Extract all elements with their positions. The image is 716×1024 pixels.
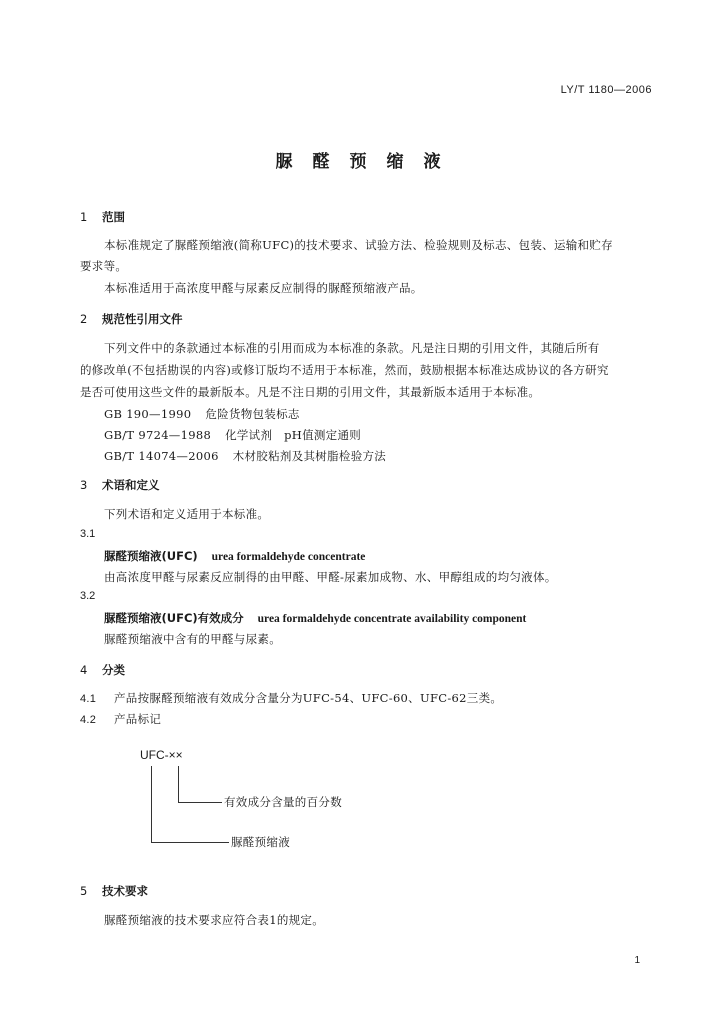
section-number: 3 [80,478,88,492]
section-number: 2 [80,312,88,326]
section-title: 术语和定义 [102,478,160,492]
section-title: 规范性引用文件 [102,312,183,326]
section-title: 技术要求 [102,884,148,898]
page-number: 1 [634,955,640,966]
clause-text: 产品按脲醛预缩液有效成分含量分为UFC-54、UFC-60、UFC-62三类。 [114,691,503,705]
clause-number: 4.2 [80,714,97,726]
section-2-heading [80,311,183,327]
reference-code: GB 190—1990 [104,407,192,421]
reference-item [104,448,386,464]
clause-4-2 [80,711,161,727]
document-title: 脲醛预缩液 [275,152,461,172]
s5-para: 脲醛预缩液的技术要求应符合表1的规定。 [104,913,325,927]
s3-intro: 下列术语和定义适用于本标准。 [104,507,270,521]
section-title: 分类 [102,663,125,677]
term-3-2 [104,610,526,626]
section-5-heading [80,883,148,899]
section-number: 1 [80,210,88,224]
reference-item [104,427,361,443]
section-title: 范围 [102,210,125,224]
reference-name: 化学试剂 pH值测定通则 [225,428,362,442]
section-4-heading [80,662,125,678]
term-en: urea formaldehyde concentrate [211,551,366,563]
bracket-line-outer-h [151,842,229,843]
term-en: urea formaldehyde concentrate availability component [257,613,527,625]
clause-number: 4.1 [80,693,97,705]
reference-item [104,406,300,422]
term-zh: 脲醛预缩液(UFC)有效成分 [104,611,244,625]
section-number: 5 [80,884,88,898]
term-3-1-definition: 由高浓度甲醛与尿素反应制得的由甲醛、甲醛-尿素加成物、水、甲醇组成的均匀液体。 [104,570,557,584]
clause-number-3-2: 3.2 [80,590,96,602]
section-3-heading [80,477,160,493]
s1-para1-line1: 本标准规定了脲醛预缩液(简称UFC)的技术要求、试验方法、检验规则及标志、包装、运输和贮存 [104,238,613,252]
bracket-line-outer [151,766,152,842]
reference-code: GB/T 9724—1988 [104,428,212,442]
section-1-heading [80,209,125,225]
bracket-line-inner-h [178,802,222,803]
s2-para-line1: 下列文件中的条款通过本标准的引用而成为本标准的条款。凡是注日期的引用文件，其随后所有 [104,341,600,355]
reference-name: 危险货物包装标志 [205,407,300,421]
term-3-1 [104,548,365,564]
s2-para-line3: 是否可使用这些文件的最新版本。凡是不注日期的引用文件，其最新版本适用于本标准。 [80,385,541,399]
s2-para-line2: 的修改单(不包括勘误的内容)或修订版均不适用于本标准，然而，鼓励根据本标准达成协议的各方研究 [80,363,609,377]
reference-name: 木材胶粘剂及其树脂检验方法 [232,449,387,463]
s1-para2: 本标准适用于高浓度甲醛与尿素反应制得的脲醛预缩液产品。 [104,281,423,295]
s1-para1-line2: 要求等。 [80,259,128,273]
clause-text: 产品标记 [114,712,162,726]
reference-code: GB/T 14074—2006 [104,449,219,463]
bracket-line-inner [178,766,179,802]
marking-label-content: 有效成分含量的百分数 [224,795,342,809]
term-zh: 脲醛预缩液(UFC) [104,549,198,563]
term-3-2-definition: 脲醛预缩液中含有的甲醛与尿素。 [104,632,281,646]
section-number: 4 [80,663,88,677]
standard-code: LY/T 1180—2006 [560,84,652,96]
marking-code: UFC-×× [140,748,183,762]
clause-number-3-1: 3.1 [80,528,96,540]
marking-label-name: 脲醛预缩液 [231,835,290,849]
clause-4-1 [80,690,502,706]
